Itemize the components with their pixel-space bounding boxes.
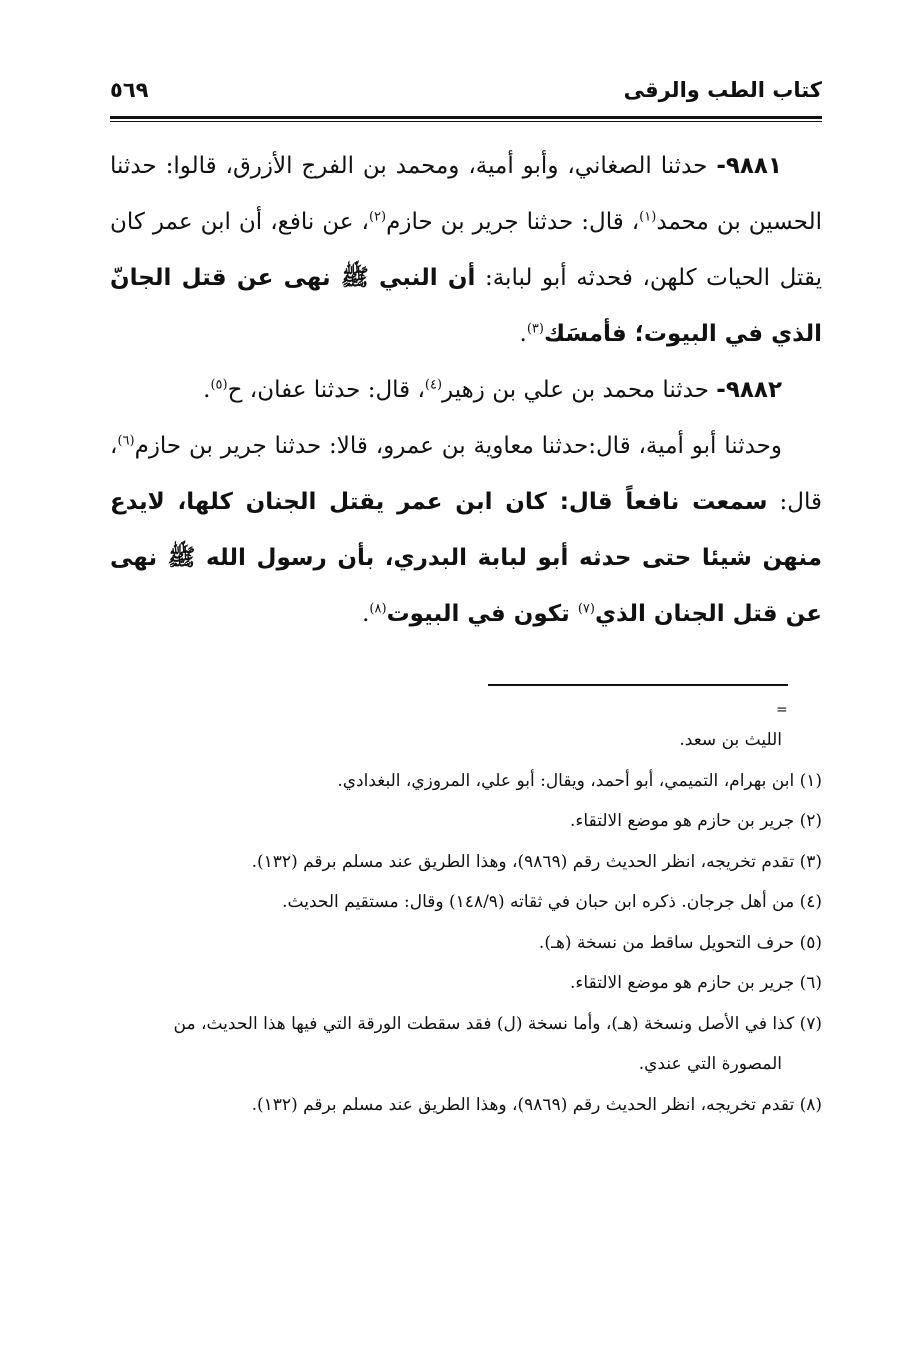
hadith-matn-bold: سمعت نافعاً قال: كان ابن عمر يقتل الجنان كلها، لايدع منهن شيئا حتى حدثه أبو لبابة البدري، بأن رسول الله ﷺ نهى عن قتل الجنان الذي [110, 489, 822, 627]
footnote-ref[interactable]: (٨) [369, 601, 387, 617]
footnote-ref[interactable]: (٧) [577, 601, 595, 617]
header-rule-thin [110, 121, 822, 122]
main-text [110, 138, 822, 642]
footnote-ref[interactable]: (٦) [117, 433, 135, 449]
footnote-item: (٥) حرف التحويل ساقط من نسخة (هـ). [538, 932, 822, 953]
sentence-end: . [362, 601, 370, 627]
hadith-9882 [110, 362, 822, 418]
hadith-matn-bold: أن النبي ﷺ نهى عن قتل الجانّ الذي في البيوت؛ فأمسَك [110, 265, 822, 347]
hadith-text: . [203, 377, 211, 403]
footnote-ref[interactable]: (٥) [210, 377, 228, 393]
hadith-text: حدثنا محمد بن علي بن زهير [442, 377, 709, 403]
chapter-title: كتاب الطب والرقى [623, 78, 822, 102]
footnote-item: (٦) جرير بن حازم هو موضع الالتقاء. [570, 973, 822, 993]
footnote-ref[interactable]: (٢) [368, 209, 387, 225]
footnote-ref[interactable]: (٤) [424, 377, 443, 393]
hadith-9882-cont [110, 418, 822, 642]
sentence-end: . [519, 321, 527, 347]
hadith-text: وحدثنا أبو أمية، قال:حدثنا معاوية بن عمرو، قالا: حدثنا جرير بن حازم [134, 433, 782, 459]
hadith-text: ، عن نافع، أن ابن عمر كان يقتل الحيات كلهن، فحدثه أبو لبابة: [110, 209, 822, 291]
footnote-item: (٣) تقدم تخريجه، انظر الحديث رقم (٩٨٦٩)، وهذا الطريق عند مسلم برقم (١٣٢). [251, 851, 822, 872]
footnote-separator [488, 684, 788, 686]
footnote-continuation: الليث بن سعد. [679, 730, 782, 750]
footnote-item: (١) ابن بهرام، التميمي، أبو أحمد، ويقال: أبو علي، المروزي، البغدادي. [337, 770, 822, 791]
hadith-matn-bold: تكون في البيوت [386, 601, 578, 627]
hadith-text: ، قال: [110, 433, 822, 515]
hadith-number: ٩٨٨١- [716, 153, 783, 179]
footnote-item: (٨) تقدم تخريجه، انظر الحديث رقم (٩٨٦٩)، وهذا الطريق عند مسلم برقم (١٣٢). [251, 1094, 822, 1115]
footnote-item: (٤) من أهل جرجان. ذكره ابن حبان في ثقاته (١٤٨/٩) وقال: مستقيم الحديث. [282, 892, 822, 912]
running-header [110, 78, 822, 116]
header-rule-thick [110, 116, 822, 119]
hadith-text: ، قال: حدثنا جرير بن حازم [386, 209, 640, 235]
page-number: ٥٦٩ [110, 78, 149, 102]
footnote-item: (٢) جرير بن حازم هو موضع الالتقاء. [570, 811, 822, 831]
hadith-text: حدثنا الصغاني، وأبو أمية، ومحمد بن الفرج الأزرق، قالوا: حدثنا الحسين بن محمد [110, 153, 822, 235]
hadith-number: ٩٨٨٢- [716, 377, 782, 403]
footnote-item: (٧) كذا في الأصل ونسخة (هـ)، وأما نسخة (ل) فقد سقطت الورقة التي فيها هذا الحديث، من المصورة التي عندي. [173, 1013, 822, 1074]
hadith-9881 [110, 138, 822, 362]
continuation-mark: = [776, 702, 788, 718]
hadith-text: ، قال: حدثنا عفان، ح [227, 377, 425, 403]
footnotes [110, 720, 822, 1125]
footnote-ref[interactable]: (١) [639, 209, 657, 225]
footnote-ref[interactable]: (٣) [526, 321, 544, 337]
